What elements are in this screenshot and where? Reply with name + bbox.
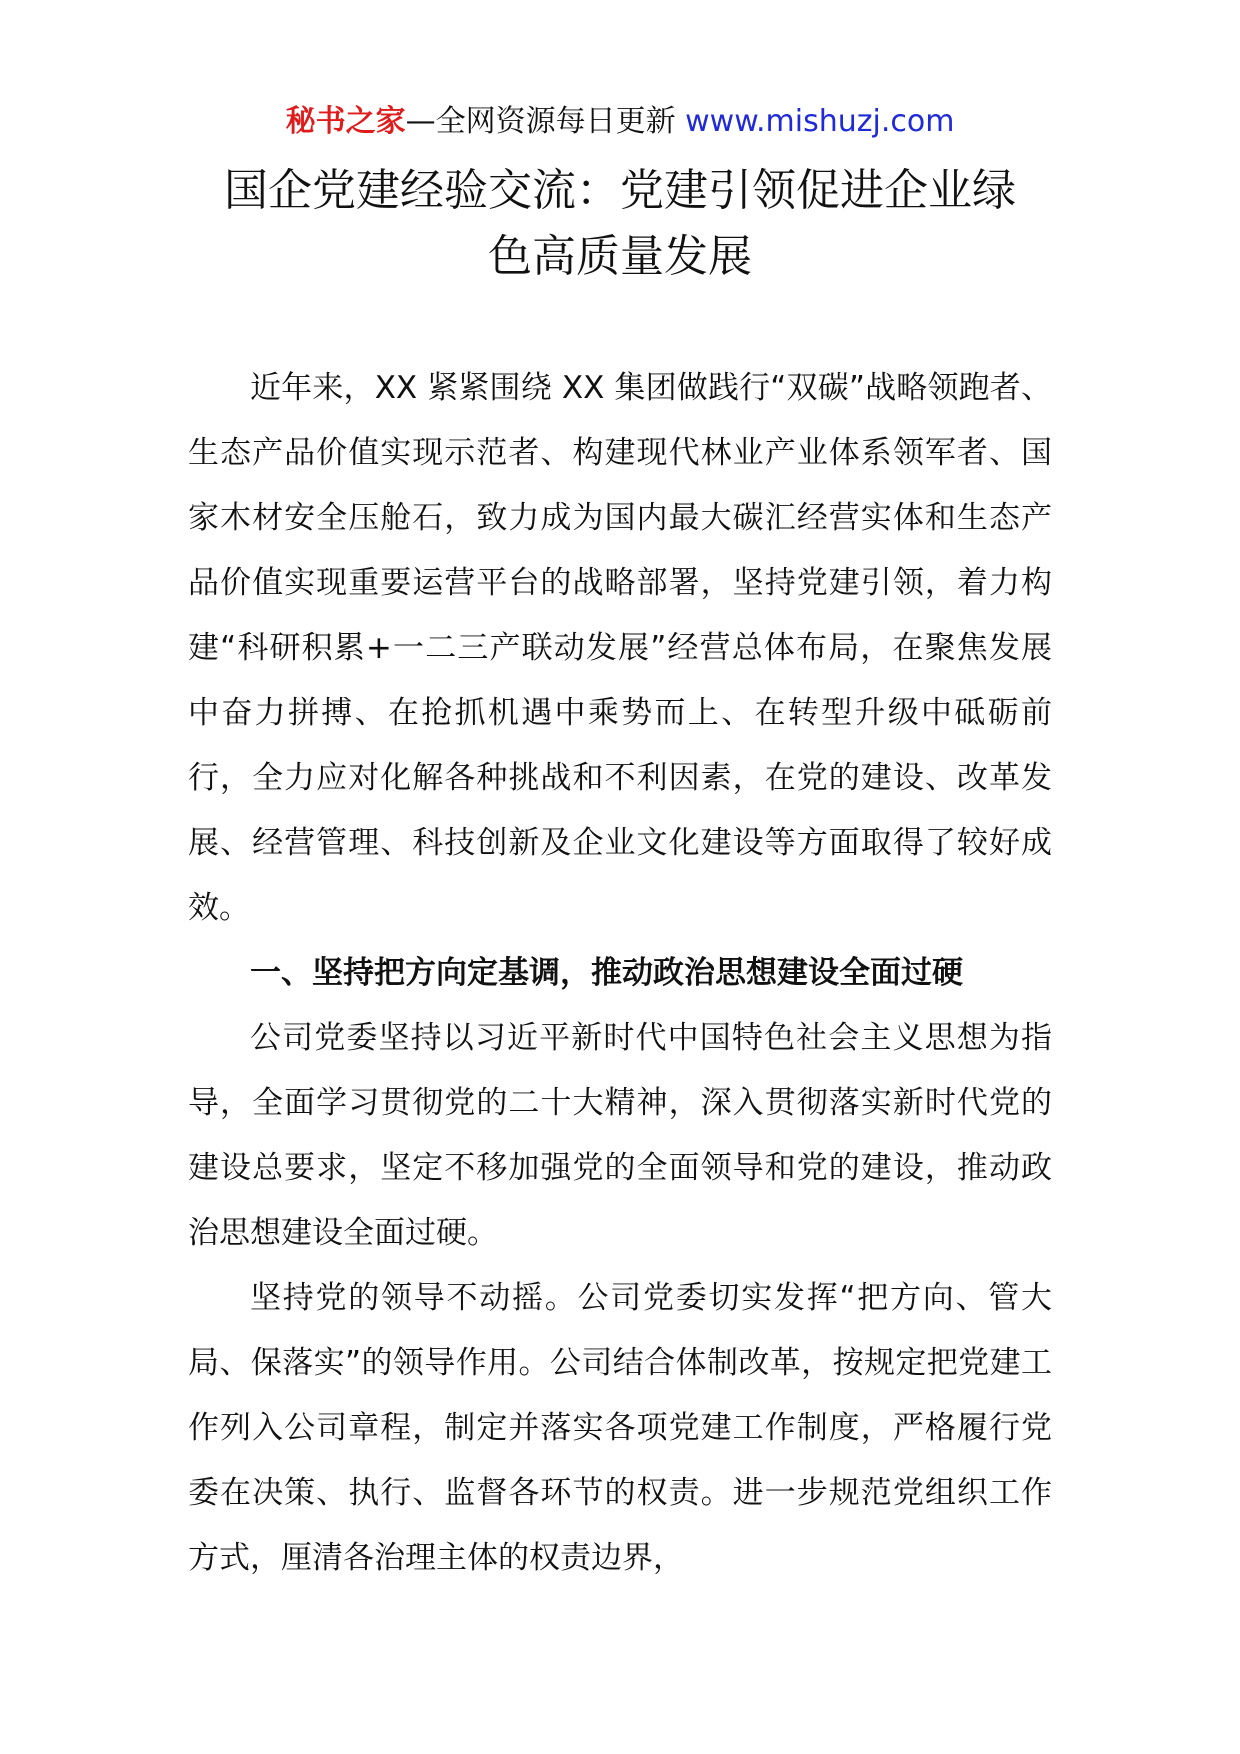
- body-paragraph: 公司党委坚持以习近平新时代中国特色社会主义思想为指导，全面学习贯彻党的二十大精神，深入贯彻落实新时代党的建设总要求，坚定不移加强党的全面领导和党的建设，推动政治思想建设全面过硬。: [188, 1020, 1052, 1251]
- document-body: [188, 356, 1052, 1591]
- website-link[interactable]: www.mishuzj.com: [685, 104, 955, 139]
- page-header: [0, 100, 1240, 144]
- title-line-1: 国企党建经验交流：党建引领促进企业绿: [224, 165, 1016, 216]
- section-heading-1: 一、坚持把方向定基调，推动政治思想建设全面过硬: [250, 955, 963, 991]
- header-tagline: —全网资源每日更新: [405, 104, 676, 139]
- body-paragraph: 坚持党的领导不动摇。公司党委切实发挥“把方向、管大局、保落实”的领导作用。公司结合体制改革，按规定把党建工作列入公司章程，制定并落实各项党建工作制度，严格履行党委在决策、执行、监督各环节的权责。进一步规范党组织工作方式，厘清各治理主体的权责边界，: [188, 1280, 1052, 1576]
- brand-name: 秘书之家: [285, 104, 406, 139]
- intro-paragraph: 近年来，XX 紧紧围绕 XX 集团做践行“双碳”战略领跑者、生态产品价值实现示范者、构建现代林业产业体系领军者、国家木材安全压舱石，致力成为国内最大碳汇经营实体和生态产品价值实现重要运营平台的战略部署，坚持党建引领，着力构建“科研积累+一二三产联动发展”经营总体布局，在聚焦发展中奋力拼搏、在抢抓机遇中乘势而上、在转型升级中砥砺前行，全力应对化解各种挑战和不利因素，在党的建设、改革发展、经营管理、科技创新及企业文化建设等方面取得了较好成效。: [188, 370, 1052, 926]
- document-title: [150, 158, 1090, 290]
- title-line-2: 色高质量发展: [488, 231, 752, 282]
